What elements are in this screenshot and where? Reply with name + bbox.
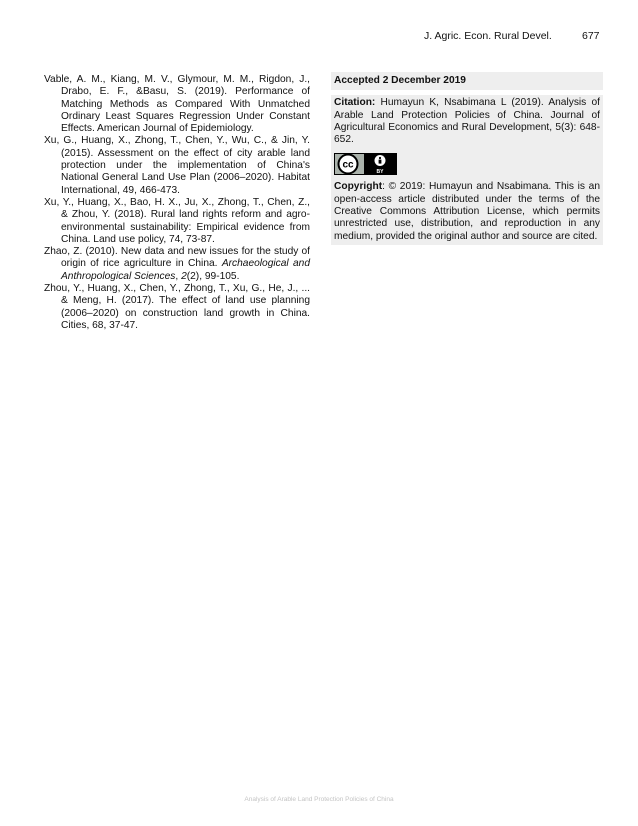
copyright-text: : © 2019: Humayun and Nsabimana. This is an open-access article distributed under the terms of the Creative Commons Attribution License, which permits unrestricted use, distribution, and reproduction in any medium, provided the original author and source are cited.: [334, 181, 600, 242]
reference-list: [44, 74, 310, 332]
journal-abbrev: J. Agric. Econ. Rural Devel.: [424, 30, 552, 42]
reference-item: [44, 246, 310, 283]
reference-text: ,: [175, 270, 182, 282]
reference-item: Vable, A. M., Kiang, M. V., Glymour, M. M., Rigdon, J., Drabo, E. F., &Basu, S. (2019). Performance of Matching Methods as Compared With Unmatched Ordinary Least Squares Regression Under Constant Effects. American Journal of Epidemiology.: [44, 74, 310, 135]
reference-volume: 2: [181, 270, 187, 282]
cc-by-icon[interactable]: [334, 153, 397, 175]
reference-item: Zhou, Y., Huang, X., Chen, Y., Zhong, T., Xu, G., He, J., ... & Meng, H. (2017). The effect of land use planning (2006–2020) on construction land growth in China. Cities, 68, 37-47.: [44, 283, 310, 331]
citation-label: Citation:: [334, 97, 376, 109]
reference-journal: Archaeological and Anthropological Sciences: [61, 258, 310, 282]
article-info-box: [331, 72, 603, 245]
accepted-date: Accepted 2 December 2019: [331, 72, 603, 90]
page-number: 677: [582, 30, 600, 42]
page-footer: Analysis of Arable Land Protection Policies of China: [244, 796, 394, 803]
citation: [331, 95, 603, 148]
reference-item: Xu, G., Huang, X., Zhong, T., Chen, Y., Wu, C., & Jin, Y. (2015). Assessment on the effect of city arable land protection under the implementation of China's National General Land Use Plan (2006–2020). Habitat International, 49, 466-473.: [44, 135, 310, 196]
reference-item: Xu, Y., Huang, X., Bao, H. X., Ju, X., Zhong, T., Chen, Z., & Zhou, Y. (2018). Rural land rights reform and agro-environmental sustainability: Empirical evidence from China. Land use policy, 74, 73-87.: [44, 196, 310, 245]
by-text: BY: [376, 169, 384, 176]
copyright-notice: [331, 179, 603, 244]
license-badge-area: [331, 148, 603, 179]
reference-text: Zhao, Z. (2010). New data and new issues for the study of origin of rice agriculture in China.: [44, 246, 310, 270]
reference-text: (2), 99-105.: [186, 270, 240, 282]
cc-text: cc: [342, 159, 354, 171]
copyright-label: Copyright: [334, 181, 383, 193]
citation-text: Humayun K, Nsabimana L (2019). Analysis of Arable Land Protection Policies of China. Journal of Agricultural Economics and Rural Development, 5(3): 648-652.: [334, 97, 600, 146]
